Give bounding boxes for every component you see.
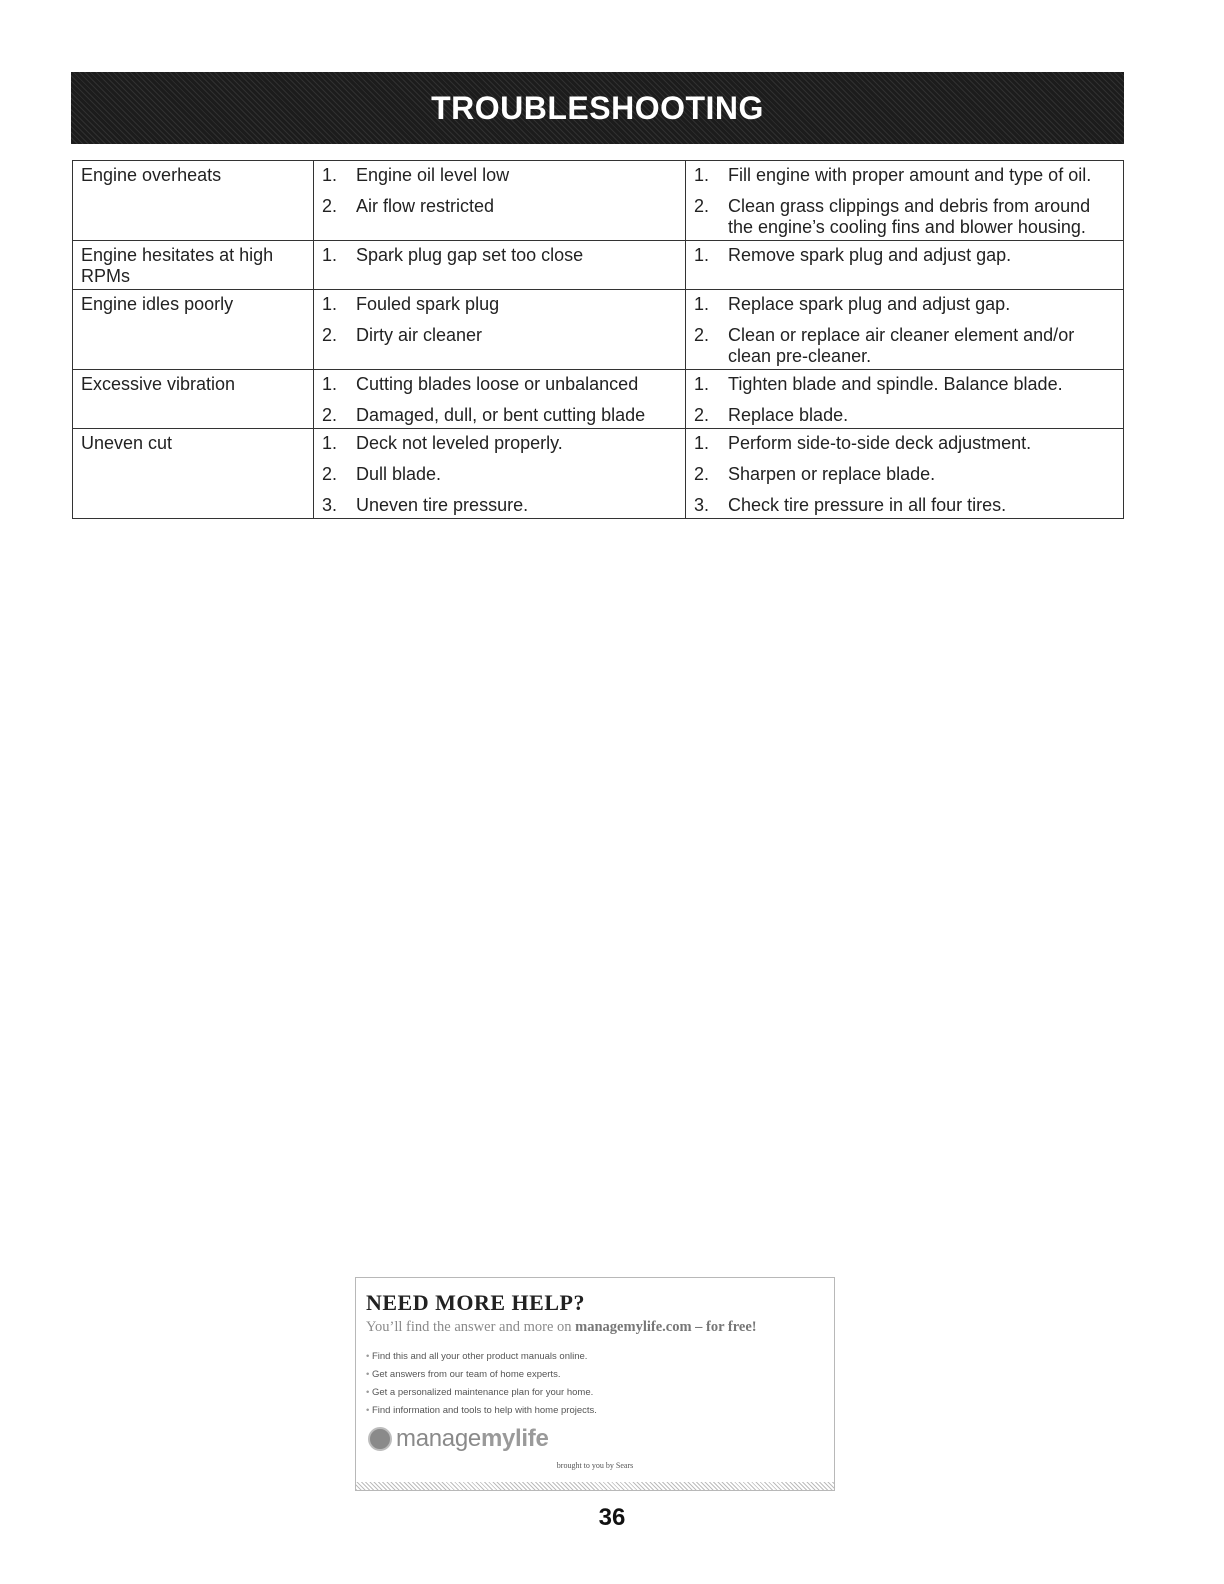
item-text: Check tire pressure in all four tires. bbox=[728, 495, 1007, 515]
cause-item bbox=[314, 405, 685, 426]
remedy-cell bbox=[686, 290, 1124, 370]
problem-cell bbox=[73, 161, 314, 241]
table-row bbox=[73, 161, 1124, 241]
item-text: Air flow restricted bbox=[356, 196, 495, 216]
item-number: 1. bbox=[322, 245, 338, 265]
remedy-item bbox=[686, 196, 1123, 238]
section-banner bbox=[71, 72, 1124, 144]
cause-cell bbox=[314, 161, 686, 241]
help-subtitle: You’ll find the answer and more on managemylife.com – for free! bbox=[366, 1319, 757, 1335]
item-number: 2. bbox=[694, 325, 710, 345]
item-number: 3. bbox=[694, 495, 710, 515]
item-number: 1. bbox=[322, 165, 338, 185]
cause-cell bbox=[314, 370, 686, 429]
item-text: Fouled spark plug bbox=[356, 294, 500, 314]
cause-item bbox=[314, 374, 685, 395]
item-number: 2. bbox=[694, 405, 710, 425]
cause-item bbox=[314, 165, 685, 186]
cause-item bbox=[314, 245, 685, 266]
item-text: Replace blade. bbox=[728, 405, 849, 425]
help-bullet: • Find this and all your other product manuals online. bbox=[366, 1348, 597, 1366]
cause-item bbox=[314, 196, 685, 217]
table-row bbox=[73, 241, 1124, 290]
troubleshooting-table bbox=[72, 160, 1124, 519]
table-row bbox=[73, 429, 1124, 519]
item-number: 2. bbox=[694, 464, 710, 484]
cause-item bbox=[314, 325, 685, 346]
remedy-cell bbox=[686, 429, 1124, 519]
item-text: Remove spark plug and adjust gap. bbox=[728, 245, 1012, 265]
remedy-item bbox=[686, 464, 1123, 485]
managemylife-logo: managemylife bbox=[368, 1425, 549, 1453]
table-row bbox=[73, 290, 1124, 370]
remedy-item bbox=[686, 294, 1123, 315]
item-number: 1. bbox=[322, 374, 338, 394]
cause-item bbox=[314, 433, 685, 454]
item-text: Spark plug gap set too close bbox=[356, 245, 584, 265]
item-number: 2. bbox=[322, 325, 338, 345]
problem-text: Engine overheats bbox=[81, 165, 222, 185]
help-bullets bbox=[366, 1348, 597, 1420]
remedy-item bbox=[686, 325, 1123, 367]
item-text: Sharpen or replace blade. bbox=[728, 464, 936, 484]
item-text: Cutting blades loose or unbalanced bbox=[356, 374, 639, 394]
item-number: 1. bbox=[694, 433, 710, 453]
remedy-cell bbox=[686, 241, 1124, 290]
cause-item bbox=[314, 294, 685, 315]
help-box bbox=[355, 1277, 835, 1491]
item-text: Perform side-to-side deck adjustment. bbox=[728, 433, 1032, 453]
cause-cell bbox=[314, 241, 686, 290]
item-number: 1. bbox=[694, 294, 710, 314]
problem-text: Uneven cut bbox=[81, 433, 173, 453]
problem-text: Excessive vibration bbox=[81, 374, 236, 394]
remedy-item bbox=[686, 245, 1123, 266]
problem-cell bbox=[73, 370, 314, 429]
help-bullet: • Find information and tools to help with home projects. bbox=[366, 1402, 597, 1420]
remedy-item bbox=[686, 495, 1123, 516]
remedy-item bbox=[686, 433, 1123, 454]
remedy-item bbox=[686, 374, 1123, 395]
item-text: Clean or replace air cleaner element and/or clean pre-cleaner. bbox=[728, 325, 1075, 366]
help-bullet: • Get answers from our team of home experts. bbox=[366, 1366, 597, 1384]
item-number: 2. bbox=[322, 196, 338, 216]
table-row bbox=[73, 370, 1124, 429]
brought-by-text: brought to you by Sears bbox=[556, 1461, 634, 1470]
item-text: Fill engine with proper amount and type of oil. bbox=[728, 165, 1092, 185]
remedy-cell bbox=[686, 161, 1124, 241]
item-number: 2. bbox=[322, 464, 338, 484]
help-bullet: • Get a personalized maintenance plan for your home. bbox=[366, 1384, 597, 1402]
problem-cell bbox=[73, 429, 314, 519]
problem-text: Engine hesitates at high RPMs bbox=[81, 245, 274, 286]
item-text: Uneven tire pressure. bbox=[356, 495, 529, 515]
help-title: NEED MORE HELP? bbox=[366, 1290, 585, 1315]
item-text: Engine oil level low bbox=[356, 165, 510, 185]
item-number: 2. bbox=[322, 405, 338, 425]
item-number: 1. bbox=[694, 374, 710, 394]
item-number: 1. bbox=[694, 165, 710, 185]
remedy-item bbox=[686, 165, 1123, 186]
item-number: 2. bbox=[694, 196, 710, 216]
item-text: Damaged, dull, or bent cutting blade bbox=[356, 405, 646, 425]
item-number: 1. bbox=[322, 433, 338, 453]
cause-item bbox=[314, 495, 685, 516]
cause-cell bbox=[314, 429, 686, 519]
item-text: Dirty air cleaner bbox=[356, 325, 483, 345]
item-number: 3. bbox=[322, 495, 338, 515]
page-number: 36 bbox=[598, 1504, 626, 1531]
cause-item bbox=[314, 464, 685, 485]
remedy-item bbox=[686, 405, 1123, 426]
item-text: Clean grass clippings and debris from around the engine’s cooling fins and blower housing. bbox=[728, 196, 1091, 237]
problem-cell bbox=[73, 290, 314, 370]
item-text: Deck not leveled properly. bbox=[356, 433, 563, 453]
item-text: Dull blade. bbox=[356, 464, 442, 484]
item-text: Tighten blade and spindle. Balance blade. bbox=[728, 374, 1063, 394]
problem-cell bbox=[73, 241, 314, 290]
item-number: 1. bbox=[322, 294, 338, 314]
page-title: TROUBLESHOOTING bbox=[431, 89, 764, 126]
logo-circle-icon bbox=[368, 1427, 392, 1451]
item-text: Replace spark plug and adjust gap. bbox=[728, 294, 1011, 314]
problem-text: Engine idles poorly bbox=[81, 294, 234, 314]
help-site-link[interactable]: managemylife.com bbox=[575, 1319, 692, 1335]
item-number: 1. bbox=[694, 245, 710, 265]
cause-cell bbox=[314, 290, 686, 370]
remedy-cell bbox=[686, 370, 1124, 429]
